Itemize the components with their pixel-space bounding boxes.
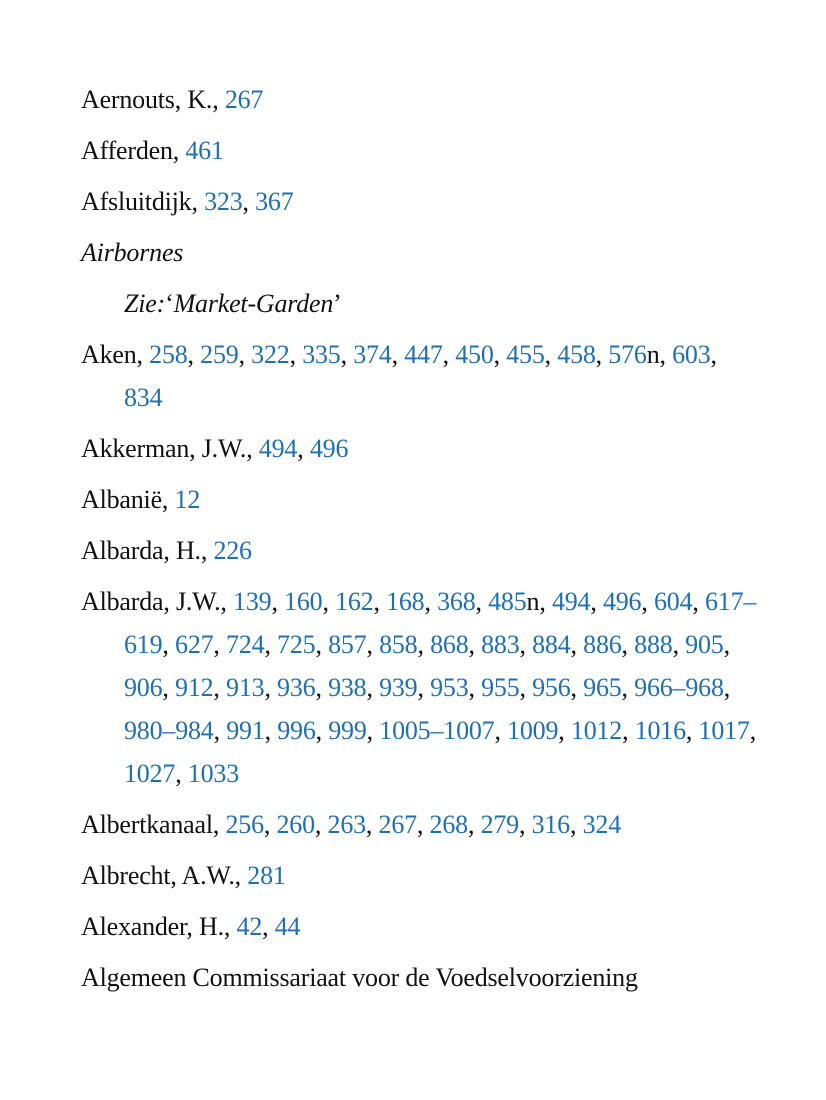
page-ref-link[interactable]: 139 [233,587,272,616]
page-ref-link[interactable]: 485 [488,587,527,616]
index-entry: Albanië, 12 [81,485,201,514]
note-marker: n [646,340,660,369]
page-ref-link[interactable]: 263 [327,810,366,839]
page-ref-link[interactable]: 1005–1007 [379,716,495,745]
page-ref-link[interactable]: 724 [226,630,265,659]
page-ref-link[interactable]: 12 [174,485,201,514]
page-ref-link[interactable]: 1027 [124,759,176,788]
page-ref-link[interactable]: 160 [284,587,323,616]
page-ref-link[interactable]: 44 [274,912,301,941]
page-ref-link[interactable]: 939 [379,673,418,702]
page-ref-link[interactable]: 1016 [634,716,686,745]
index-entry: Aken, 258, 259, 322, 335, 374, 447, 450, 455, 458, 576n, 603, 834 [81,340,717,412]
page-ref-link[interactable]: 42 [236,912,263,941]
index-entry: Akkerman, J.W., 494, 496 [81,434,349,463]
index-term: Albertkanaal [81,810,213,839]
page-ref-link[interactable]: 267 [224,85,264,114]
page-ref-link[interactable]: 260 [276,810,315,839]
page-ref-link[interactable]: 335 [302,340,341,369]
page-ref-link[interactable]: 913 [226,673,265,702]
page-ref-link[interactable]: 955 [481,673,520,702]
index-term: Airbornes [81,238,184,267]
page-ref-link[interactable]: 966–968 [634,673,724,702]
index-entry [81,956,761,999]
page-ref-link[interactable]: 617–619 [124,587,757,659]
index-term: Albarda, H. [81,536,201,565]
page-ref-link[interactable]: 1033 [187,759,240,788]
index-entry: Alexander, H., 42, 44 [81,912,301,941]
page-ref-link[interactable]: 268 [429,810,468,839]
page-ref-link[interactable]: 868 [430,630,469,659]
index-entry: Albertkanaal, 256, 260, 263, 267, 268, 279, 316, 324 [81,810,621,839]
page-ref-link[interactable]: 965 [583,673,622,702]
page-ref-link[interactable]: 367 [255,187,294,216]
index-page [81,78,761,1007]
page-ref-link[interactable]: 461 [185,136,224,165]
index-term: Albanië [81,485,162,514]
page-ref-link[interactable]: 996 [277,716,316,745]
page-ref-link[interactable]: 883 [481,630,520,659]
page-ref-link[interactable]: 281 [247,861,286,890]
page-ref-link[interactable]: 936 [277,673,316,702]
page-ref-link[interactable]: 884 [532,630,571,659]
page-ref-link[interactable]: 604 [653,587,693,616]
index-term: Albrecht, A.W. [81,861,235,890]
index-entry [81,231,761,274]
index-entry: Albarda, J.W., 139, 160, 162, 168, 368, 485n, 494, 496, 604, 617–619, 627, 724, 725, 857, 858, 868, 883, 884, 886, 888, 905, 906, 912, 913, 936, 938, 939, 953, 955, 956, 965, 966–968, 980–984, 991, 996, 999, 1005–1007, 1009, 1012, 1016, 1017, 1027, 1033 [81,587,757,788]
index-term: Aernouts, K. [81,85,213,114]
page-ref-link[interactable]: 956 [532,673,571,702]
index-term: Afsluitdijk [81,187,192,216]
page-ref-link[interactable]: 906 [124,673,163,702]
page-ref-link[interactable]: 226 [213,536,252,565]
page-ref-link[interactable]: 725 [277,630,316,659]
page-ref-link[interactable]: 912 [175,673,214,702]
see-label: Zie: [124,289,166,318]
page-ref-link[interactable]: 834 [124,383,163,412]
index-term: Alexander, H. [81,912,224,941]
page-ref-link[interactable]: 279 [480,810,519,839]
page-ref-link[interactable]: 888 [634,630,673,659]
page-ref-link[interactable]: 447 [404,340,443,369]
page-ref-link[interactable]: 857 [328,630,367,659]
page-ref-link[interactable]: 1009 [507,716,559,745]
page-ref-link[interactable]: 576 [608,340,647,369]
index-entry: Albarda, H., 226 [81,536,252,565]
page-ref-link[interactable]: 858 [379,630,418,659]
index-term: Akkerman, J.W. [81,434,247,463]
page-ref-link[interactable]: 323 [204,187,243,216]
page-ref-link[interactable]: 259 [200,340,239,369]
index-term: Afferden [81,136,173,165]
page-ref-link[interactable]: 886 [583,630,622,659]
page-ref-link[interactable]: 368 [437,587,476,616]
index-entry: Afsluitdijk, 323, 367 [81,187,294,216]
page-ref-link[interactable]: 458 [557,340,596,369]
page-ref-link[interactable]: 455 [506,340,545,369]
page-ref-link[interactable]: 256 [225,810,264,839]
page-ref-link[interactable]: 322 [251,340,290,369]
page-ref-link[interactable]: 494 [551,587,591,616]
page-ref-link[interactable]: 267 [378,810,417,839]
index-entry: Albrecht, A.W., 281 [81,861,286,890]
note-marker: n [526,587,540,616]
page-ref-link[interactable]: 603 [672,340,711,369]
index-entry: Aernouts, K., 267 [81,85,264,114]
page-ref-link[interactable]: 1017 [698,716,750,745]
page-ref-link[interactable]: 905 [685,630,724,659]
page-ref-link[interactable]: 999 [328,716,367,745]
page-ref-link[interactable]: 316 [531,810,570,839]
page-ref-link[interactable]: 496 [309,434,349,463]
page-ref-link[interactable]: 258 [149,340,188,369]
page-ref-link[interactable]: 627 [175,630,214,659]
index-entry: Afferden, 461 [81,136,224,165]
page-ref-link[interactable]: 991 [226,716,265,745]
page-ref-link[interactable]: 162 [335,587,374,616]
page-ref-link[interactable]: 374 [353,340,392,369]
index-term: Algemeen Commissariaat voor de Voedselvoorziening [81,963,638,992]
index-term: Albarda, J.W. [81,587,221,616]
page-ref-link[interactable]: 938 [328,673,367,702]
page-ref-link[interactable]: 953 [430,673,469,702]
page-ref-link[interactable]: 496 [602,587,642,616]
page-ref-link[interactable]: 324 [582,810,621,839]
index-term: Aken [81,340,137,369]
page-ref-link[interactable]: 168 [386,587,425,616]
index-entry: Zie:‘Market-Garden’ [124,289,342,318]
page-ref-link[interactable]: 980–984 [124,716,214,745]
page-ref-link[interactable]: 494 [258,434,298,463]
see-target: Market-Garden [173,289,334,318]
page-ref-link[interactable]: 1012 [570,716,623,745]
page-ref-link[interactable]: 450 [455,340,494,369]
